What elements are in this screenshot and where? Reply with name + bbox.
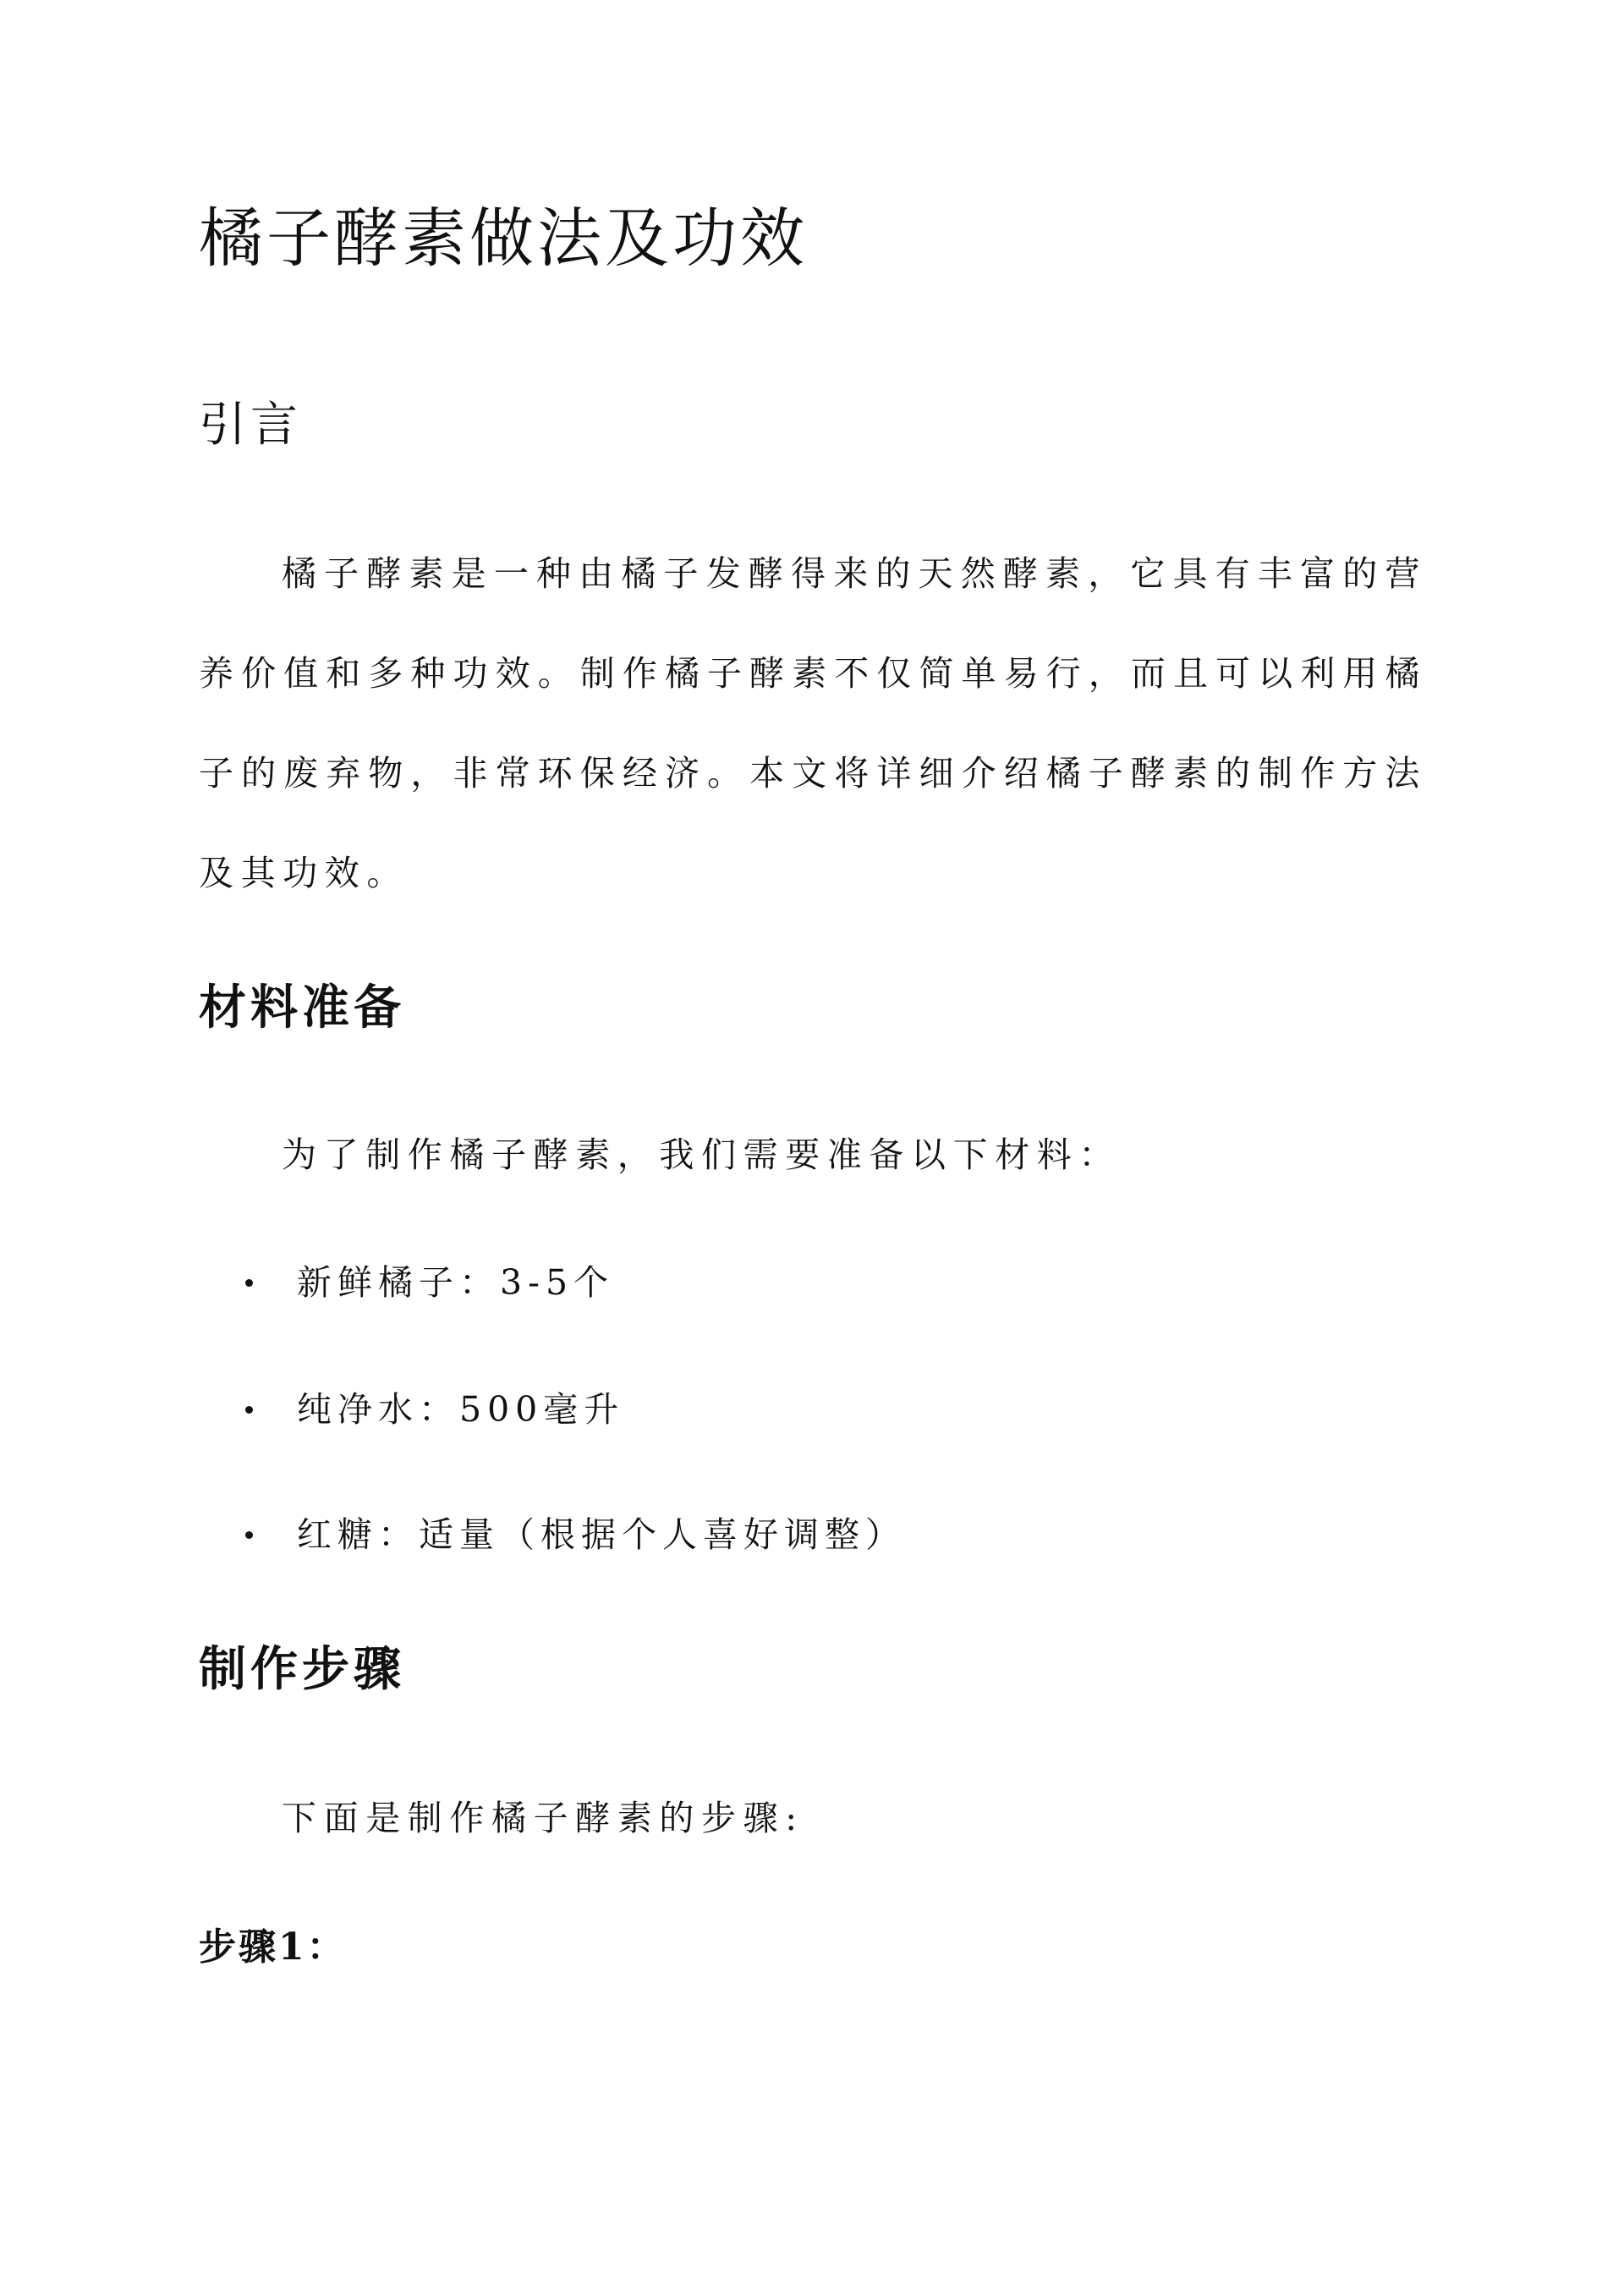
document-title: 橘子酵素做法及功效 [199, 200, 808, 276]
section-heading-intro: 引言 [199, 398, 302, 453]
materials-lead-text: 为了制作橘子酵素，我们需要准备以下材料： [282, 1134, 1121, 1175]
section-heading-materials: 材料准备 [199, 980, 405, 1035]
list-item-text: 纯净水：500毫升 [297, 1389, 625, 1430]
list-item [245, 1384, 624, 1435]
list-item-text: 新鲜橘子：3-5个 [297, 1262, 615, 1303]
step-label: 步骤1： [199, 1925, 347, 1969]
section-heading-steps: 制作步骤 [199, 1641, 405, 1697]
steps-lead-text: 下面是制作橘子酵素的步骤: [282, 1798, 804, 1838]
list-item-text: 红糖：适量（根据个人喜好调整） [297, 1514, 906, 1555]
bullet-icon [245, 1531, 253, 1539]
list-item [245, 1509, 906, 1560]
bullet-icon [245, 1406, 253, 1414]
bullet-icon [245, 1279, 253, 1287]
list-item [245, 1257, 614, 1308]
intro-paragraph: 橘子酵素是一种由橘子发酵得来的天然酵素，它具有丰富的营养价值和多种功效。制作橘子酵素不仅简单易行，而且可以利用橘子的废弃物，非常环保经济。本文将详细介绍橘子酵素的制作方法及其功效。 [199, 553, 1427, 893]
